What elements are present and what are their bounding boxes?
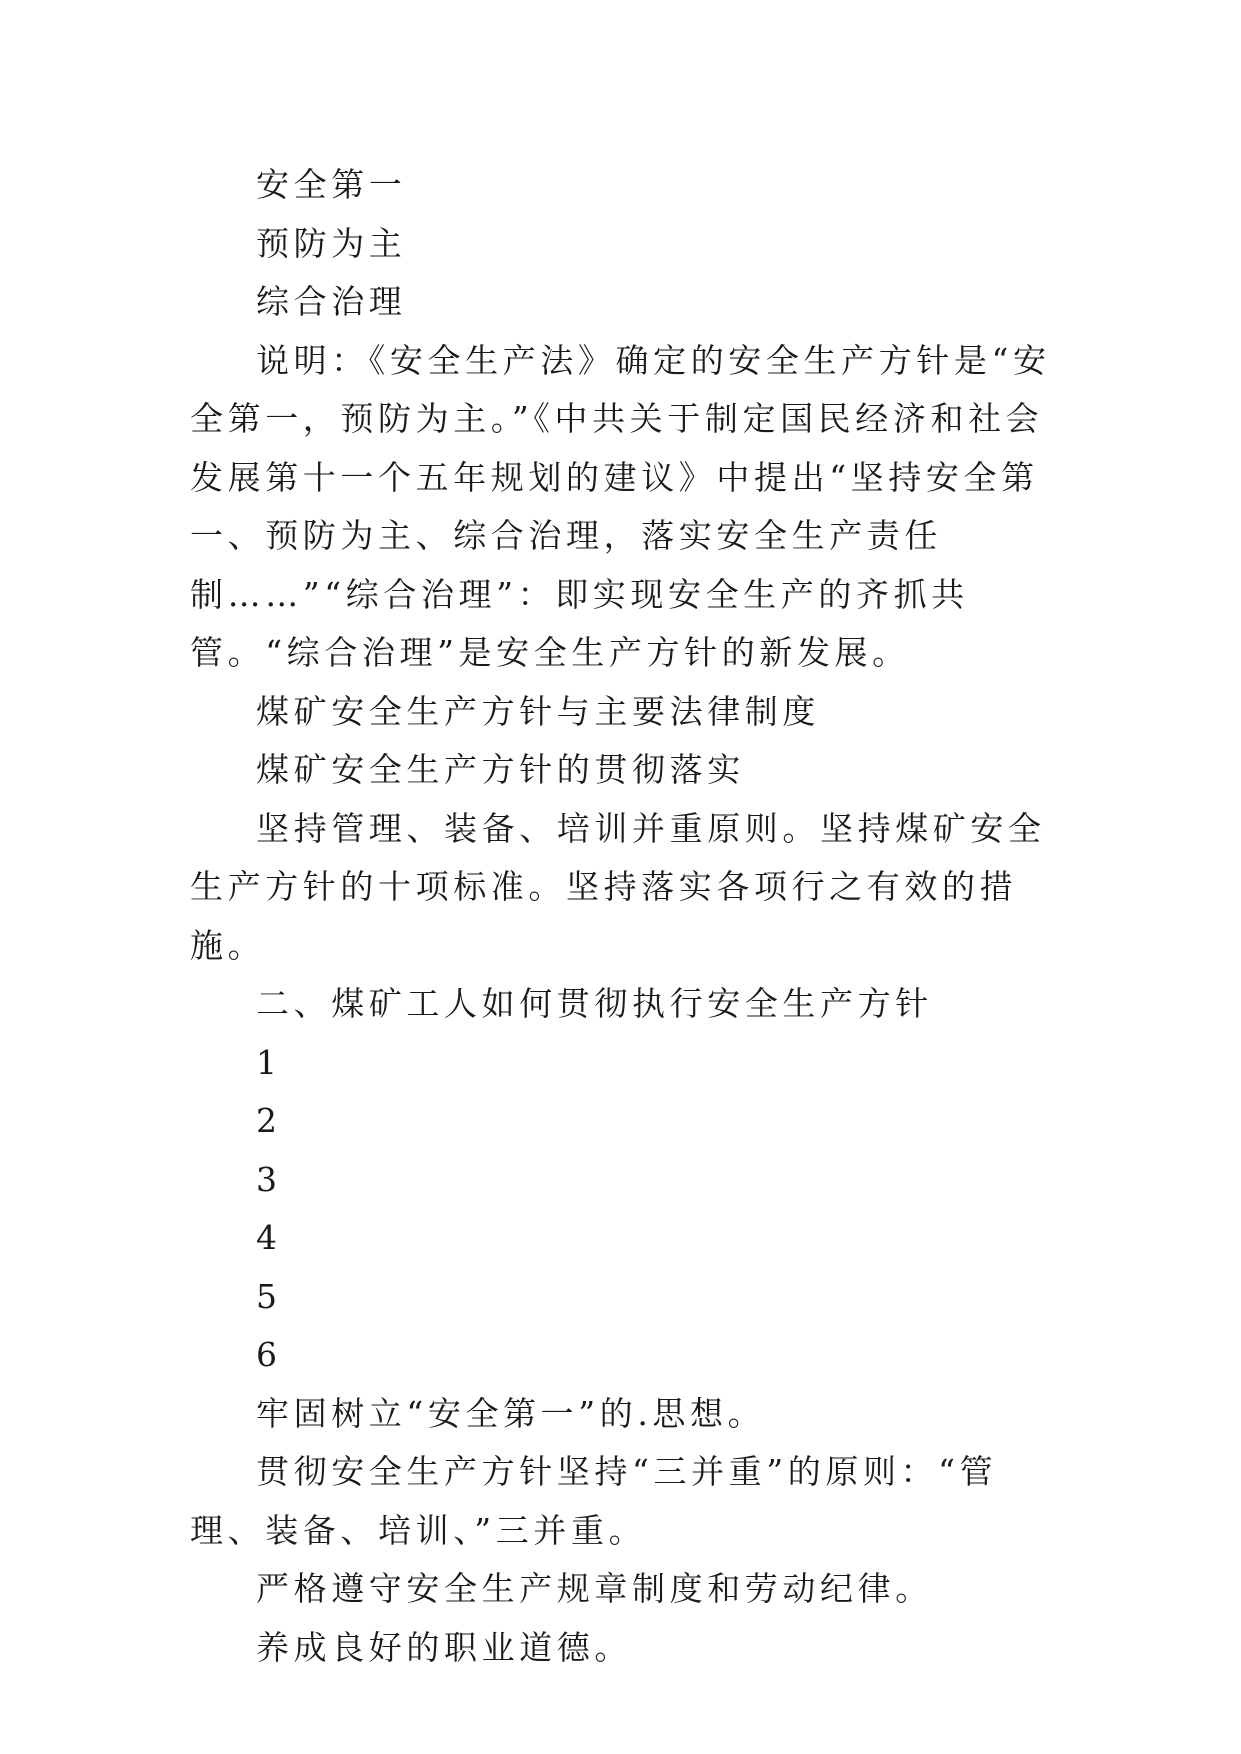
list-number-2: 2: [256, 1101, 282, 1140]
section-heading-policy-law: 煤矿安全生产方针与主要法律制度: [256, 691, 820, 731]
list-number-1: 1: [256, 1042, 282, 1082]
paragraph-three-emphases: 贯彻安全生产方针坚持“三并重”的原则：“管理、装备、培训、”三并重。: [190, 1452, 998, 1550]
paragraph-safety-thinking: 牢固树立“安全第一”的.思想。: [256, 1393, 766, 1433]
paragraph-explanation: 说明：《安全生产法》确定的安全生产方针是“安全第一，预防为主。”《中共关于制定国民经济和社会发展第十一个五年规划的建议》中提出“坚持安全第一、预防为主、综合治理，落实安全生产责任制……”“综合治理”：即实现安全生产的齐抓共管。“综合治理”是安全生产方针的新发展。: [190, 340, 1051, 672]
paragraph-principles: 坚持管理、装备、培训并重原则。坚持煤矿安全生产方针的十项标准。坚持落实各项行之有效的措施。: [190, 808, 1046, 965]
paragraph-comprehensive: 综合治理: [256, 282, 407, 321]
list-number-3: 3: [256, 1159, 282, 1199]
section-heading-workers: 二、煤矿工人如何贯彻执行安全生产方针: [256, 984, 933, 1023]
list-number-6: 6: [256, 1335, 282, 1374]
paragraph-professional-ethics: 养成良好的职业道德。: [256, 1627, 632, 1667]
paragraph-safety-first: 安全第一: [256, 165, 407, 204]
section-heading-implementation: 煤矿安全生产方针的贯彻落实: [256, 750, 745, 789]
paragraph-obey-rules: 严格遵守安全生产规章制度和劳动纪律。: [256, 1569, 933, 1608]
list-number-4: 4: [256, 1218, 282, 1257]
list-number-5: 5: [256, 1276, 282, 1316]
paragraph-prevention: 预防为主: [256, 223, 407, 263]
